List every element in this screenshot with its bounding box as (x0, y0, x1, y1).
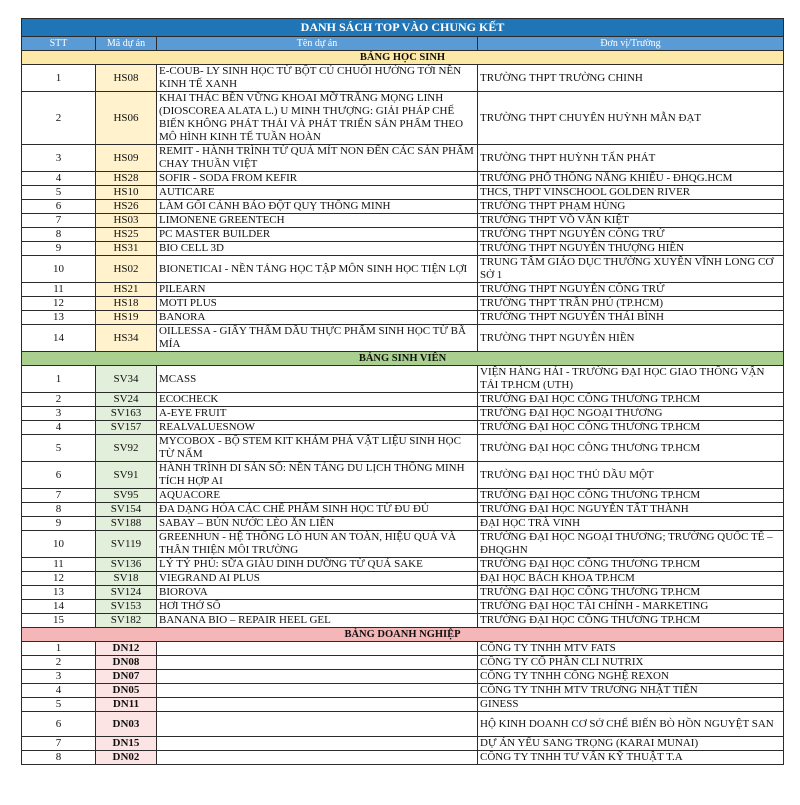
unit-cell: TRƯỜNG ĐẠI HỌC CÔNG THƯƠNG TP.HCM (478, 421, 784, 435)
stt-cell: 4 (22, 421, 96, 435)
stt-cell: 11 (22, 283, 96, 297)
code-cell: SV182 (96, 614, 157, 628)
section-header-dn (22, 628, 784, 642)
stt-cell: 5 (22, 186, 96, 200)
stt-cell: 2 (22, 92, 96, 145)
table-row (22, 200, 784, 214)
table-row (22, 393, 784, 407)
stt-cell: 4 (22, 684, 96, 698)
code-cell: HS28 (96, 172, 157, 186)
table-row (22, 311, 784, 325)
name-cell: BANORA (157, 311, 478, 325)
name-cell: PC MASTER BUILDER (157, 228, 478, 242)
table-row (22, 698, 784, 712)
stt-cell: 8 (22, 751, 96, 765)
unit-cell: CÔNG TY TNHH CÔNG NGHỆ REXON (478, 670, 784, 684)
name-cell: E-COUB- LY SINH HỌC TỪ BỘT CỦ CHUỐI HƯỚNG TỚI NỀN KINH TẾ XANH (157, 65, 478, 92)
unit-cell: CÔNG TY TNHH MTV FATS (478, 642, 784, 656)
code-cell: SV34 (96, 366, 157, 393)
code-cell: HS08 (96, 65, 157, 92)
table-row (22, 531, 784, 558)
table-row (22, 751, 784, 765)
code-cell: SV163 (96, 407, 157, 421)
table-row (22, 366, 784, 393)
code-cell: SV18 (96, 572, 157, 586)
table-row (22, 297, 784, 311)
code-cell: SV24 (96, 393, 157, 407)
stt-cell: 6 (22, 462, 96, 489)
stt-cell: 9 (22, 517, 96, 531)
code-cell: DN12 (96, 642, 157, 656)
name-cell (157, 737, 478, 751)
table-row (22, 670, 784, 684)
header-name: Tên dự án (157, 37, 478, 51)
name-cell: LÀM GỐI CẢNH BÁO ĐỘT QUỴ THÔNG MINH (157, 200, 478, 214)
section-header-hs (22, 51, 784, 65)
code-cell: HS03 (96, 214, 157, 228)
stt-cell: 11 (22, 558, 96, 572)
table-row (22, 325, 784, 352)
name-cell: REALVALUESNOW (157, 421, 478, 435)
stt-cell: 4 (22, 172, 96, 186)
stt-cell: 1 (22, 642, 96, 656)
unit-cell: TRƯỜNG ĐẠI HỌC CÔNG THƯƠNG TP.HCM (478, 489, 784, 503)
table-row (22, 600, 784, 614)
name-cell: HÀNH TRÌNH DI SẢN SỐ: NỀN TẢNG DU LỊCH THÔNG MINH TÍCH HỢP AI (157, 462, 478, 489)
unit-cell: TRƯỜNG ĐẠI HỌC TÀI CHÍNH - MARKETING (478, 600, 784, 614)
name-cell: BIOROVA (157, 586, 478, 600)
table-row (22, 186, 784, 200)
stt-cell: 12 (22, 297, 96, 311)
table-row (22, 407, 784, 421)
stt-cell: 10 (22, 531, 96, 558)
code-cell: SV188 (96, 517, 157, 531)
stt-cell: 15 (22, 614, 96, 628)
table-row (22, 489, 784, 503)
stt-cell: 5 (22, 435, 96, 462)
stt-cell: 3 (22, 145, 96, 172)
header-stt: STT (22, 37, 96, 51)
stt-cell: 10 (22, 256, 96, 283)
name-cell: SABAY – BÚN NƯỚC LÈO ĂN LIỀN (157, 517, 478, 531)
unit-cell: TRƯỜNG ĐẠI HỌC THỦ DẦU MỘT (478, 462, 784, 489)
stt-cell: 12 (22, 572, 96, 586)
name-cell: MYCOBOX - BỘ STEM KIT KHÁM PHÁ VẬT LIỆU SINH HỌC TỪ NẤM (157, 435, 478, 462)
unit-cell: TRƯỜNG THPT NGUYỄN THÁI BÌNH (478, 311, 784, 325)
name-cell: ĐA DẠNG HÓA CÁC CHẾ PHẨM SINH HỌC TỪ ĐU ĐỦ (157, 503, 478, 517)
table-row (22, 642, 784, 656)
code-cell: SV136 (96, 558, 157, 572)
unit-cell: TRƯỜNG THPT PHẠM HÙNG (478, 200, 784, 214)
unit-cell: TRƯỜNG PHỔ THÔNG NĂNG KHIẾU - ĐHQG.HCM (478, 172, 784, 186)
table-row (22, 92, 784, 145)
name-cell: AQUACORE (157, 489, 478, 503)
code-cell: HS10 (96, 186, 157, 200)
name-cell: GREENHUN - HỆ THỐNG LÒ HUN AN TOÀN, HIỆU QUẢ VÀ THÂN THIỆN MÔI TRƯỜNG (157, 531, 478, 558)
unit-cell: CÔNG TY TNHH TƯ VẤN KỸ THUẬT T.A (478, 751, 784, 765)
code-cell: HS25 (96, 228, 157, 242)
table-row (22, 503, 784, 517)
name-cell (157, 698, 478, 712)
table-row (22, 517, 784, 531)
name-cell: PILEARN (157, 283, 478, 297)
unit-cell: GINESS (478, 698, 784, 712)
stt-cell: 1 (22, 366, 96, 393)
unit-cell: TRƯỜNG ĐẠI HỌC CÔNG THƯƠNG TP.HCM (478, 558, 784, 572)
stt-cell: 8 (22, 503, 96, 517)
unit-cell: TRƯỜNG ĐẠI HỌC CÔNG THƯƠNG TP.HCM (478, 393, 784, 407)
unit-cell: THCS, THPT VINSCHOOL GOLDEN RIVER (478, 186, 784, 200)
name-cell (157, 684, 478, 698)
stt-cell: 14 (22, 600, 96, 614)
table-row (22, 558, 784, 572)
name-cell: BANANA BIO – REPAIR HEEL GEL (157, 614, 478, 628)
unit-cell: TRƯỜNG ĐẠI HỌC NGUYỄN TẤT THÀNH (478, 503, 784, 517)
code-cell: DN15 (96, 737, 157, 751)
unit-cell: TRƯỜNG ĐẠI HỌC NGOẠI THƯƠNG (478, 407, 784, 421)
code-cell: SV95 (96, 489, 157, 503)
header-row (22, 37, 784, 51)
table-title: DANH SÁCH TOP VÀO CHUNG KẾT (22, 19, 784, 37)
unit-cell: TRƯỜNG ĐẠI HỌC CÔNG THƯƠNG TP.HCM (478, 435, 784, 462)
unit-cell: TRƯỜNG THPT NGUYỄN CÔNG TRỨ (478, 283, 784, 297)
table-row (22, 614, 784, 628)
code-cell: HS18 (96, 297, 157, 311)
table-row (22, 737, 784, 751)
section-header-sv (22, 352, 784, 366)
stt-cell: 7 (22, 737, 96, 751)
stt-cell: 9 (22, 242, 96, 256)
name-cell: A-EYE FRUIT (157, 407, 478, 421)
section-title: BẢNG SINH VIÊN (22, 352, 784, 366)
stt-cell: 14 (22, 325, 96, 352)
name-cell: REMIT - HÀNH TRÌNH TỪ QUẢ MÍT NON ĐẾN CÁC SẢN PHẨM CHAY THUẦN VIỆT (157, 145, 478, 172)
name-cell (157, 751, 478, 765)
code-cell: DN05 (96, 684, 157, 698)
name-cell: BIO CELL 3D (157, 242, 478, 256)
code-cell: DN08 (96, 656, 157, 670)
unit-cell: DỰ ÁN YẾU SANG TRỌNG (KARAI MUNAI) (478, 737, 784, 751)
table-row (22, 684, 784, 698)
header-unit: Đơn vị/Trường (478, 37, 784, 51)
code-cell: SV153 (96, 600, 157, 614)
table-row (22, 65, 784, 92)
stt-cell: 6 (22, 712, 96, 737)
stt-cell: 7 (22, 214, 96, 228)
table-row (22, 283, 784, 297)
name-cell: AUTICARE (157, 186, 478, 200)
unit-cell: TRƯỜNG THPT NGUYỄN HIỀN (478, 325, 784, 352)
code-cell: SV92 (96, 435, 157, 462)
unit-cell: TRƯỜNG ĐẠI HỌC CÔNG THƯƠNG TP.HCM (478, 586, 784, 600)
table-row (22, 462, 784, 489)
unit-cell: CÔNG TY TNHH MTV TRƯƠNG NHẬT TIẾN (478, 684, 784, 698)
table-row (22, 572, 784, 586)
stt-cell: 13 (22, 311, 96, 325)
name-cell: OILLESSA - GIẤY THẤM DẦU THỰC PHẨM SINH HỌC TỪ BÃ MÍA (157, 325, 478, 352)
name-cell: VIEGRAND AI PLUS (157, 572, 478, 586)
code-cell: DN07 (96, 670, 157, 684)
header-code: Mã dự án (96, 37, 157, 51)
name-cell (157, 642, 478, 656)
finalists-table (21, 18, 784, 765)
stt-cell: 7 (22, 489, 96, 503)
unit-cell: TRƯỜNG ĐẠI HỌC CÔNG THƯƠNG TP.HCM (478, 614, 784, 628)
code-cell: HS21 (96, 283, 157, 297)
table-row (22, 586, 784, 600)
stt-cell: 2 (22, 656, 96, 670)
table-row (22, 656, 784, 670)
finalists-sheet (21, 18, 783, 765)
code-cell: HS09 (96, 145, 157, 172)
name-cell (157, 712, 478, 737)
stt-cell: 3 (22, 407, 96, 421)
name-cell: MCASS (157, 366, 478, 393)
table-row (22, 256, 784, 283)
code-cell: HS31 (96, 242, 157, 256)
table-row (22, 712, 784, 737)
name-cell: LÝ TỶ PHÚ: SỮA GIÀU DINH DƯỠNG TỪ QUÁ SAKE (157, 558, 478, 572)
table-row (22, 421, 784, 435)
title-row (22, 19, 784, 37)
name-cell: HƠI THỞ SỐ (157, 600, 478, 614)
table-row (22, 214, 784, 228)
unit-cell: TRƯỜNG THPT HUỲNH TẤN PHÁT (478, 145, 784, 172)
stt-cell: 6 (22, 200, 96, 214)
code-cell: HS06 (96, 92, 157, 145)
code-cell: SV119 (96, 531, 157, 558)
unit-cell: ĐẠI HỌC TRÀ VINH (478, 517, 784, 531)
stt-cell: 5 (22, 698, 96, 712)
stt-cell: 2 (22, 393, 96, 407)
code-cell: DN02 (96, 751, 157, 765)
code-cell: SV91 (96, 462, 157, 489)
code-cell: HS34 (96, 325, 157, 352)
stt-cell: 8 (22, 228, 96, 242)
unit-cell: TRƯỜNG THPT CHUYÊN HUỲNH MẪN ĐẠT (478, 92, 784, 145)
name-cell: BIONETICAI - NỀN TẢNG HỌC TẬP MÔN SINH HỌC TIỆN LỢI (157, 256, 478, 283)
name-cell (157, 656, 478, 670)
name-cell: MOTI PLUS (157, 297, 478, 311)
code-cell: HS19 (96, 311, 157, 325)
stt-cell: 13 (22, 586, 96, 600)
table-row (22, 172, 784, 186)
table-row (22, 145, 784, 172)
unit-cell: TRƯỜNG THPT NGUYỄN CÔNG TRỨ (478, 228, 784, 242)
name-cell: KHAI THÁC BỀN VỮNG KHOAI MỠ TRẮNG MỌNG LINH (DIOSCOREA ALATA L.) U MINH THƯỢNG: GIẢI PHÁP CHẾ BIẾN KHÔNG PHÁT THẢI VÀ PHÁT TRIỂN SẢN PHẨM THEO MÔ HÌNH KINH TẾ TUẦN HOÀN (157, 92, 478, 145)
unit-cell: CÔNG TY CỔ PHẦN CLI NUTRIX (478, 656, 784, 670)
stt-cell: 1 (22, 65, 96, 92)
code-cell: SV154 (96, 503, 157, 517)
code-cell: DN11 (96, 698, 157, 712)
section-title: BẢNG HỌC SINH (22, 51, 784, 65)
code-cell: SV157 (96, 421, 157, 435)
section-title: BẢNG DOANH NGHIỆP (22, 628, 784, 642)
table-row (22, 242, 784, 256)
code-cell: SV124 (96, 586, 157, 600)
unit-cell: ĐẠI HỌC BÁCH KHOA TP.HCM (478, 572, 784, 586)
code-cell: HS02 (96, 256, 157, 283)
name-cell: ECOCHECK (157, 393, 478, 407)
code-cell: HS26 (96, 200, 157, 214)
table-row (22, 228, 784, 242)
code-cell: DN03 (96, 712, 157, 737)
stt-cell: 3 (22, 670, 96, 684)
unit-cell: TRƯỜNG THPT NGUYỄN THƯỢNG HIỀN (478, 242, 784, 256)
name-cell: SOFIR - SODA FROM KEFIR (157, 172, 478, 186)
name-cell: LIMONENE GREENTECH (157, 214, 478, 228)
unit-cell: HỘ KINH DOANH CƠ SỞ CHẾ BIẾN BÒ HỒN NGUYỆT SAN (478, 712, 784, 737)
unit-cell: TRƯỜNG ĐẠI HỌC NGOẠI THƯƠNG; TRƯỜNG QUỐC TẾ – ĐHQGHN (478, 531, 784, 558)
name-cell (157, 670, 478, 684)
unit-cell: TRUNG TÂM GIÁO DỤC THƯỜNG XUYÊN VĨNH LONG CƠ SỞ 1 (478, 256, 784, 283)
unit-cell: TRƯỜNG THPT TRƯỜNG CHINH (478, 65, 784, 92)
unit-cell: TRƯỜNG THPT VÕ VĂN KIỆT (478, 214, 784, 228)
unit-cell: VIỆN HÀNG HẢI - TRƯỜNG ĐẠI HỌC GIAO THÔNG VẬN TẢI TP.HCM (UTH) (478, 366, 784, 393)
table-row (22, 435, 784, 462)
unit-cell: TRƯỜNG THPT TRẦN PHÚ (TP.HCM) (478, 297, 784, 311)
